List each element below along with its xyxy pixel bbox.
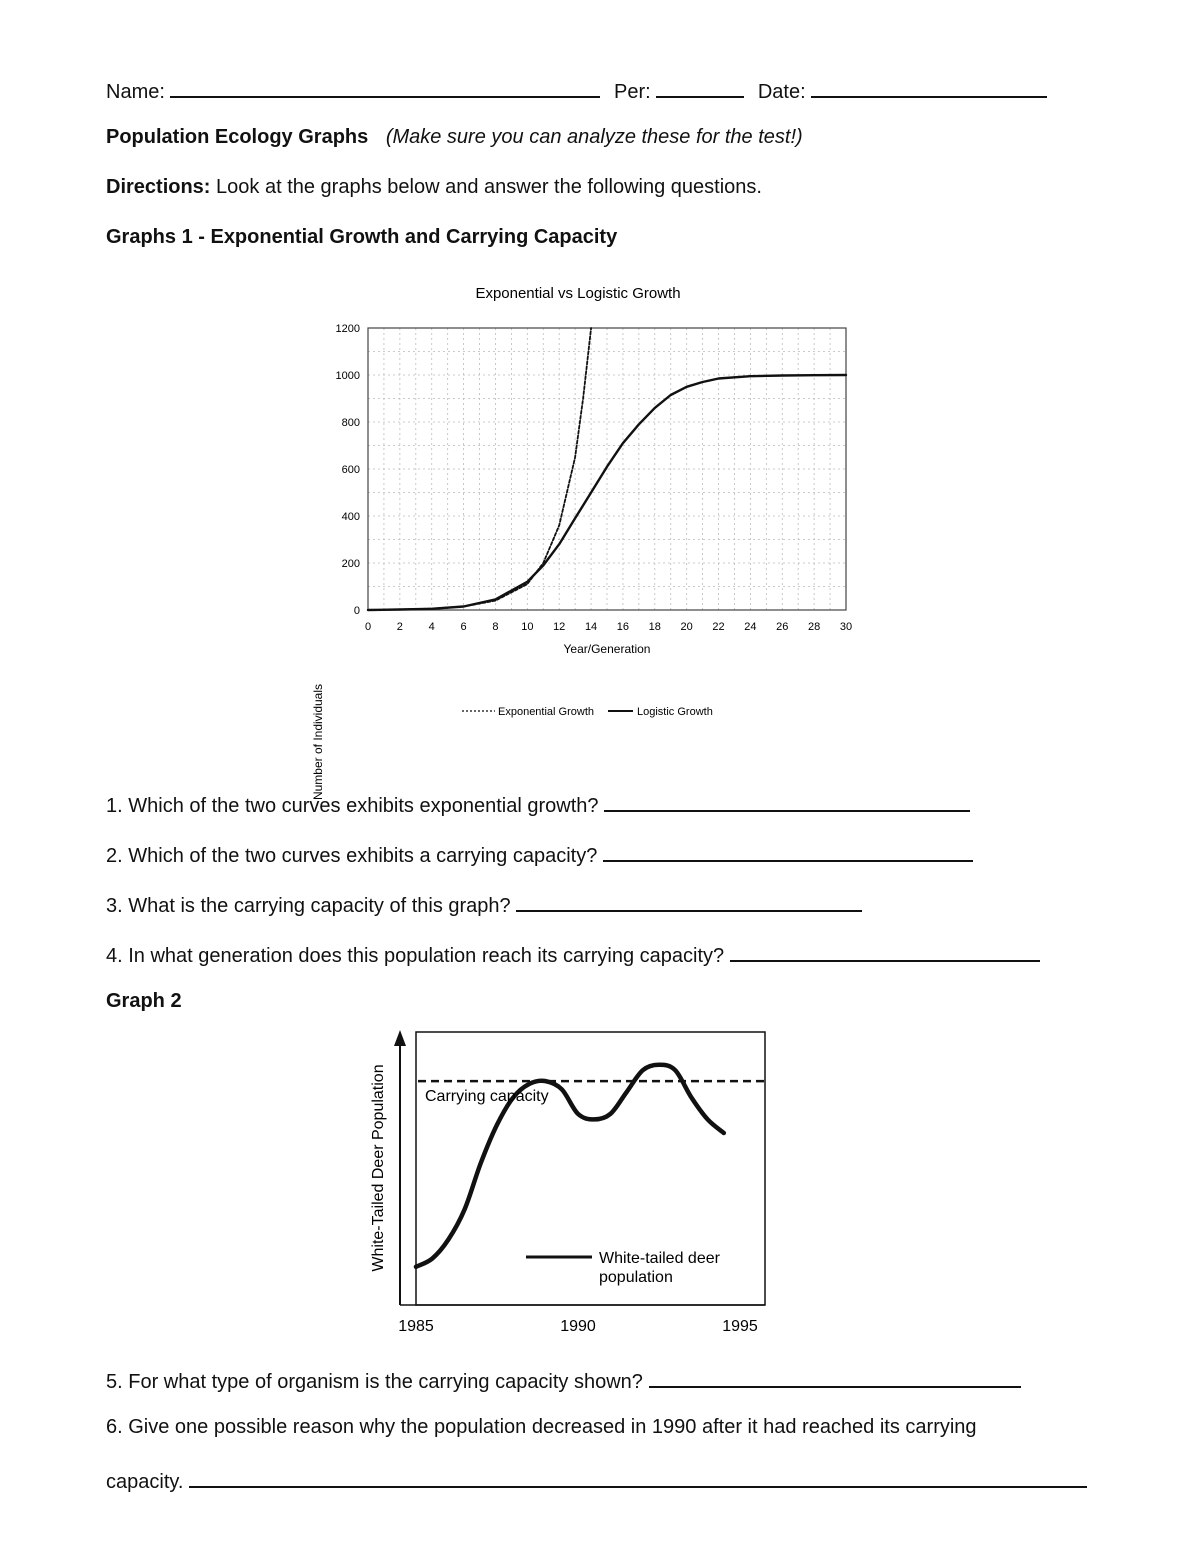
per-label: Per: (614, 81, 651, 103)
directions (106, 176, 762, 199)
answer-2-field[interactable] (603, 840, 973, 862)
graph1-x-tick-label: 24 (744, 621, 757, 633)
graph2-x-tick-label: 1985 (398, 1318, 434, 1335)
graph1-x-tick-label: 16 (616, 621, 630, 633)
answer-5-field[interactable] (649, 1366, 1021, 1388)
graph1-ylabel: Number of Individuals (311, 683, 325, 801)
graph2-legend (526, 1250, 724, 1286)
graph2-x-tick-label: 1990 (560, 1318, 596, 1335)
header-line (106, 76, 1047, 104)
carrying-capacity-label: Carrying capacity (425, 1088, 549, 1105)
question-6: 6. Give one possible reason why the population decreased in 1990 after it had reached its carrying (106, 1416, 977, 1438)
graph1-heading: Graphs 1 - Exponential Growth and Carrying Capacity (106, 226, 618, 248)
graph1-xlabel: Year/Generation (563, 642, 651, 656)
graph1-x-tick-label: 20 (680, 621, 693, 633)
question-6-continuation: capacity. (106, 1466, 1087, 1494)
graph2-heading: Graph 2 (106, 990, 182, 1012)
graph1-y-tick-label: 1000 (335, 370, 360, 382)
answer-3-field[interactable] (516, 890, 862, 912)
graph1-x-tick-label: 30 (839, 621, 853, 633)
graph1-x-tick-label: 0 (364, 621, 372, 633)
graph1-y-tick-label: 400 (341, 511, 360, 523)
page-title-note: (Make sure you can analyze these for the test!) (385, 126, 803, 148)
graph1-x-tick-label: 10 (521, 621, 534, 633)
question-1: 1. Which of the two curves exhibits exponential growth? (106, 790, 970, 818)
question-5: 5. For what type of organism is the carrying capacity shown? (106, 1366, 1021, 1394)
page-title (106, 126, 803, 149)
graph1-legend (462, 706, 713, 718)
directions-text: Look at the graphs below and answer the following questions. (216, 176, 762, 198)
graph1-y-tick-label: 600 (341, 464, 360, 476)
graph1-y-tick-label: 800 (341, 417, 360, 429)
graph1-x-tick-label: 14 (584, 621, 598, 633)
answer-4-field[interactable] (730, 940, 1040, 962)
graph1-y-tick-label: 1200 (335, 323, 360, 335)
page-title-bold: Population Ecology Graphs (106, 126, 369, 148)
graph1-x-tick-label: 22 (712, 621, 725, 633)
graph1-x-tick-label: 4 (428, 621, 435, 633)
graph1-title: Exponential vs Logistic Growth (475, 285, 681, 302)
graph2-chart (360, 1020, 790, 1340)
graph1-x-tick-label: 2 (396, 621, 403, 633)
graph1-chart (250, 270, 910, 801)
name-label: Name: (106, 81, 165, 103)
graph1-x-tick-label: 6 (460, 621, 467, 633)
graph1-x-tick-label: 12 (553, 621, 566, 633)
name-field[interactable] (170, 76, 600, 98)
question-4: 4. In what generation does this population reach its carrying capacity? (106, 940, 1040, 968)
graph2-x-tick-label: 1995 (722, 1318, 758, 1335)
question-3: 3. What is the carrying capacity of this graph? (106, 890, 862, 918)
graph2-ylabel: White-Tailed Deer Population (370, 1064, 387, 1272)
date-label: Date: (757, 81, 806, 103)
graph1-x-tick-label: 28 (808, 621, 821, 633)
legend-deer-label: White-tailed deer population (599, 1250, 720, 1286)
directions-label: Directions: (106, 176, 211, 198)
graph2-y-axis-arrow (394, 1030, 406, 1046)
graph1-x-tick-label: 18 (648, 621, 661, 633)
graph1-x-tick-label: 8 (492, 621, 499, 633)
graph1-y-tick-label: 200 (341, 558, 360, 570)
graph1-y-tick-label: 0 (353, 605, 360, 617)
legend-logistic-label: Logistic Growth (637, 706, 713, 718)
answer-1-field[interactable] (604, 790, 970, 812)
answer-6-field[interactable] (189, 1466, 1087, 1488)
date-field[interactable] (811, 76, 1047, 98)
question-2: 2. Which of the two curves exhibits a carrying capacity? (106, 840, 973, 868)
graph1-x-tick-label: 26 (776, 621, 789, 633)
per-field[interactable] (656, 76, 744, 98)
legend-exponential-label: Exponential Growth (498, 706, 594, 718)
